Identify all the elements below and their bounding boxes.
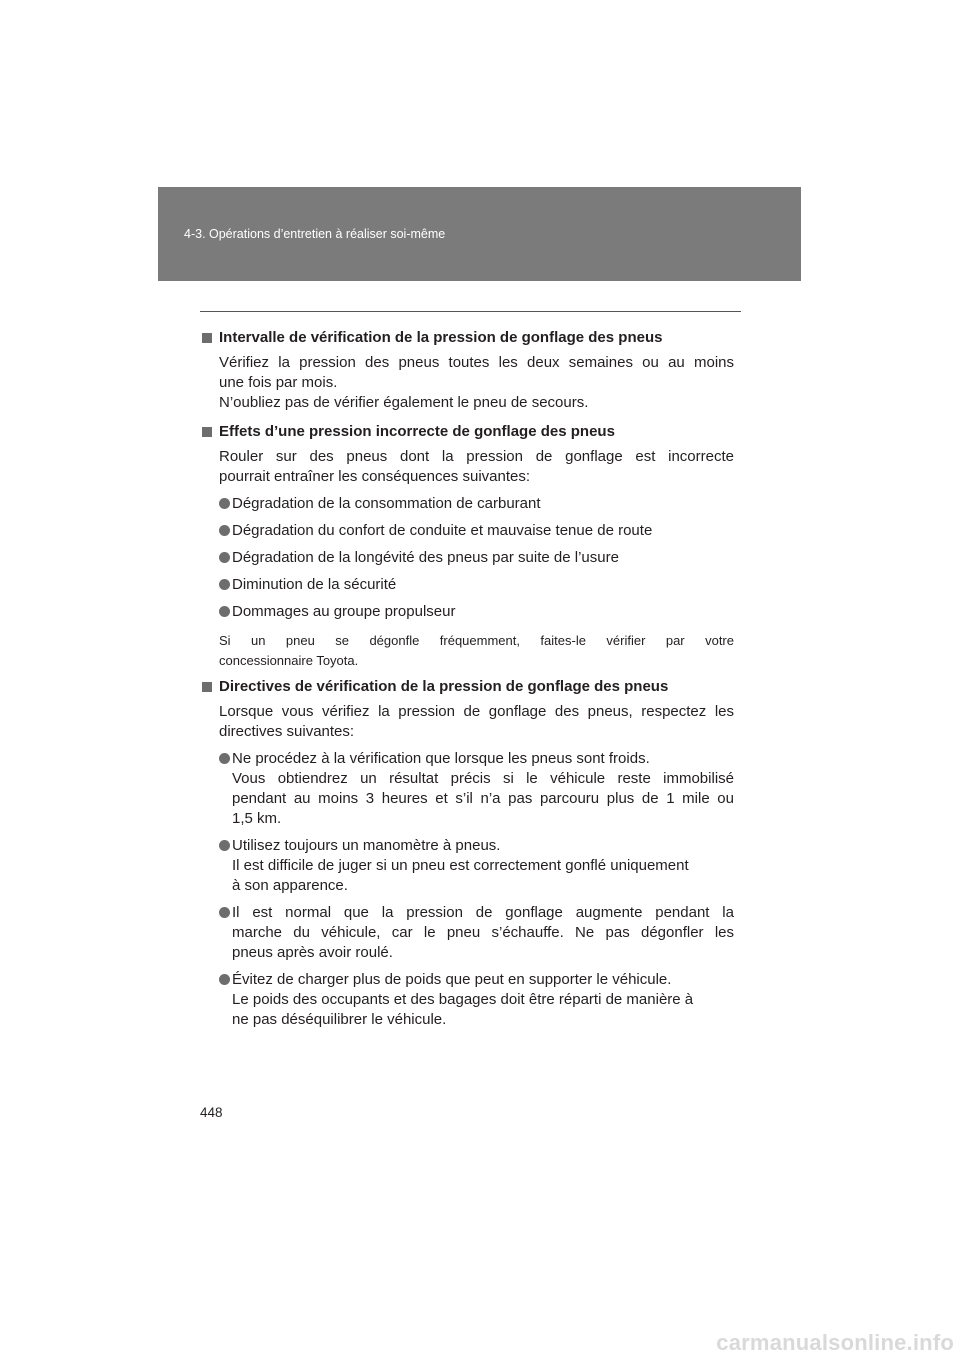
paragraph-line: Lorsque vous vérifiez la pression de gonflage des pneus, respectez les (219, 703, 734, 720)
circle-bullet-icon (219, 579, 230, 590)
circle-bullet-icon (219, 907, 230, 918)
bullet-line: Dommages au groupe propulseur (232, 603, 456, 620)
paragraph-line: N’oubliez pas de vérifier également le pneu de secours. (219, 394, 589, 411)
bullet-line: Dégradation de la longévité des pneus par suite de l’usure (232, 549, 619, 566)
list-item (219, 836, 734, 896)
page-content (202, 328, 734, 1030)
paragraph-incorrect-pressure (219, 447, 734, 487)
paragraph-line: pourrait entraîner les conséquences suivantes: (219, 468, 531, 485)
bullet-line: pneus après avoir roulé. (232, 944, 393, 961)
circle-bullet-icon (219, 525, 230, 536)
paragraph-line: une fois par mois. (219, 374, 338, 391)
list-item (219, 903, 734, 963)
bullet-line: Dégradation du confort de conduite et mauvaise tenue de route (232, 522, 653, 539)
list-item (219, 575, 734, 595)
list-item (219, 602, 734, 622)
list-item (219, 970, 734, 1030)
watermark: carmanualsonline.info (716, 1330, 954, 1355)
page-number: 448 (200, 1105, 223, 1120)
list-item (219, 521, 734, 541)
heading-text: Intervalle de vérification de la pression de gonflage des pneus (219, 329, 663, 346)
heading-check-interval (202, 328, 734, 348)
paragraph-guidelines (219, 702, 734, 742)
heading-incorrect-pressure-effects (202, 422, 734, 442)
bullet-line: Vous obtiendrez un résultat précis si le véhicule reste immobilisé (232, 770, 734, 787)
note-frequent-deflation (219, 631, 734, 671)
circle-bullet-icon (219, 498, 230, 509)
bullet-line: 1,5 km. (232, 810, 282, 827)
bullet-line: pendant au moins 3 heures et s’il n’a pas parcouru plus de 1 mile ou (232, 790, 734, 807)
square-bullet-icon (202, 682, 212, 692)
bullet-line: à son apparence. (232, 877, 348, 894)
note-line: concessionnaire Toyota. (219, 653, 359, 668)
list-item (219, 749, 734, 829)
section-header-band (158, 187, 801, 281)
bullet-line: Il est difficile de juger si un pneu est correctement gonflé uniquement (232, 857, 689, 874)
bullet-line: Diminution de la sécurité (232, 576, 397, 593)
bullet-line: Le poids des occupants et des bagages doit être réparti de manière à (232, 991, 694, 1008)
paragraph-line: directives suivantes: (219, 723, 355, 740)
heading-text: Directives de vérification de la pression de gonflage des pneus (219, 678, 669, 695)
bullet-line: Utilisez toujours un manomètre à pneus. (232, 837, 501, 854)
paragraph-check-interval (219, 353, 734, 413)
paragraph-line: Vérifiez la pression des pneus toutes les deux semaines ou au moins (219, 354, 734, 371)
bullet-line: ne pas déséquilibrer le véhicule. (232, 1011, 447, 1028)
circle-bullet-icon (219, 840, 230, 851)
circle-bullet-icon (219, 753, 230, 764)
circle-bullet-icon (219, 974, 230, 985)
section-title: 4-3. Opérations d’entretien à réaliser soi-même (184, 227, 446, 241)
note-line: Si un pneu se dégonfle fréquemment, faites-le vérifier par votre (219, 633, 734, 648)
square-bullet-icon (202, 333, 212, 343)
heading-check-guidelines (202, 677, 734, 697)
circle-bullet-icon (219, 552, 230, 563)
list-item (219, 548, 734, 568)
bullet-line: Ne procédez à la vérification que lorsque les pneus sont froids. (232, 750, 650, 767)
list-item (219, 494, 734, 514)
heading-text: Effets d’une pression incorrecte de gonflage des pneus (219, 423, 615, 440)
divider-line (200, 311, 741, 312)
bullet-line: Il est normal que la pression de gonflage augmente pendant la (232, 904, 734, 921)
circle-bullet-icon (219, 606, 230, 617)
bullet-line: Évitez de charger plus de poids que peut en supporter le véhicule. (232, 971, 672, 988)
bullet-line: Dégradation de la consommation de carburant (232, 495, 541, 512)
paragraph-line: Rouler sur des pneus dont la pression de gonflage est incorrecte (219, 448, 734, 465)
bullet-line: marche du véhicule, car le pneu s’échauffe. Ne pas dégonfler les (232, 924, 734, 941)
square-bullet-icon (202, 427, 212, 437)
